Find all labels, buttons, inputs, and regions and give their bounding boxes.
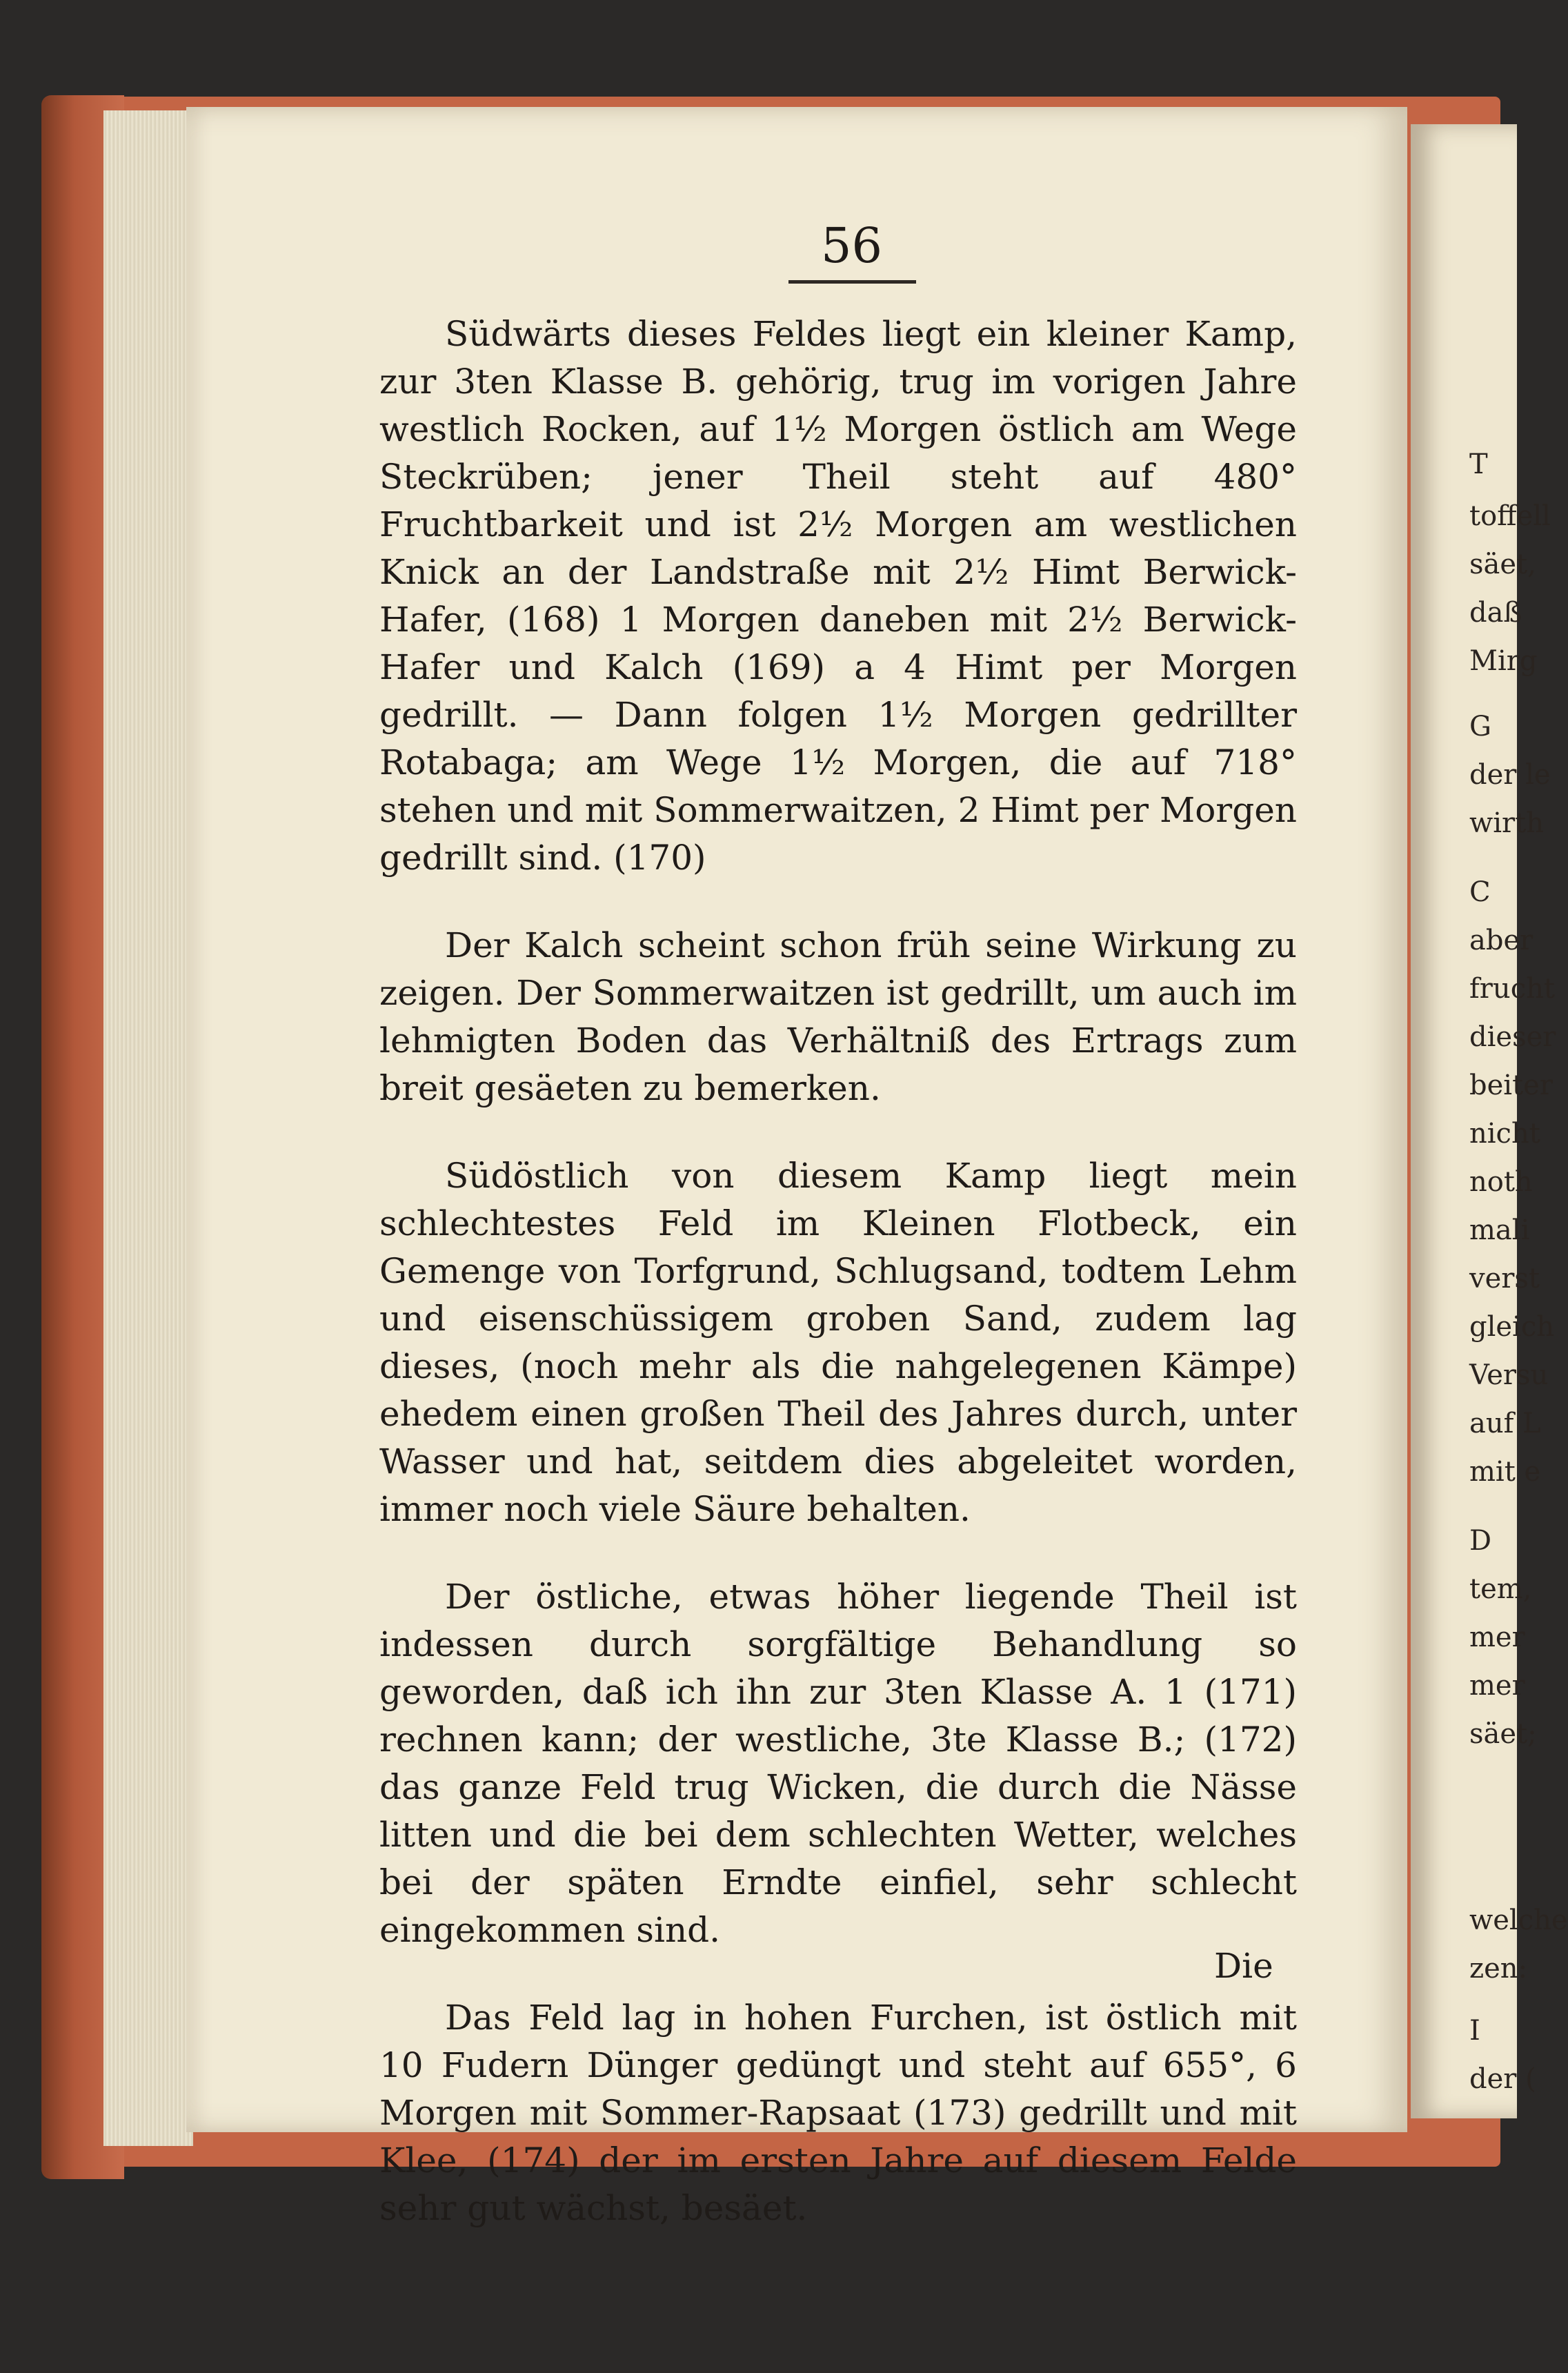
facing-page-fragment: der ( (1469, 2063, 1536, 2095)
paragraph-text: Südöstlich von diesem Kamp liegt mein schlechtestes Feld im Kleinen Flotbeck, ein Gemenge von Torfgrund, Schlugsand, todtem Lehm und eisenschüssigem groben Sand, zudem lag dieses, (noch mehr als die nahgelegenen Kämpe) ehedem einen großen Theil des Jahres durch, unter Wasser und hat, seitdem dies abgeleitet worden, immer noch viele Säure behalten. (379, 1156, 1297, 1529)
facing-page-fragment: toffell (1469, 500, 1551, 532)
facing-page-fragment: Mirg (1469, 645, 1538, 677)
facing-page-fragment: D (1469, 1525, 1492, 1557)
body-text (379, 311, 1297, 2272)
facing-page-fragment: gleich (1469, 1311, 1555, 1343)
facing-page-fragment: C (1469, 876, 1491, 908)
facing-page-fragment: mali (1469, 1214, 1530, 1246)
facing-page-fragment: beiter (1469, 1070, 1553, 1101)
facing-page-fragment: verst (1469, 1263, 1540, 1294)
facing-page-fragment: auf L (1469, 1408, 1541, 1439)
paragraph-text: Das Feld lag in hohen Furchen, ist östlich mit 10 Fudern Dünger gedüngt und steht auf 655°, 6 Morgen mit Sommer-Rapsaat (173) gedrillt und mit Klee, (174) der im ersten Jahre auf diesem Felde sehr gut wächst, besäet. (379, 1998, 1297, 2228)
facing-page-edge (1411, 124, 1568, 2118)
facing-page-fragment: welche (1469, 1904, 1568, 1936)
facing-page-fragment: T (1469, 449, 1488, 480)
facing-page-fragment: der le (1469, 759, 1551, 791)
header-rule (788, 280, 916, 284)
paragraph-text: Südwärts dieses Feldes liegt ein kleiner Kamp, zur 3ten Klasse B. gehörig, trug im vorigen Jahre westlich Rocken, auf 1½ Morgen östlich am Wege Steckrüben; jener Theil steht auf 480° Fruchtbarkeit und ist 2½ Morgen am westlichen Knick an der Landstraße mit 2½ Himt Berwick-Hafer, (168) 1 Morgen daneben mit 2½ Berwick-Hafer und Kalch (169) a 4 Himt per Morgen gedrillt. — Dann folgen 1½ Morgen gedrillter Rotabaga; am Wege 1½ Morgen, die auf 718° stehen und mit Sommerwaitzen, 2 Himt per Morgen gedrillt sind. (170) (379, 314, 1297, 878)
facing-page-fragment: nicht (1469, 1118, 1540, 1150)
facing-page-fragment: daß (1469, 597, 1522, 629)
catchword: Die (1214, 1946, 1273, 1986)
paragraph (379, 922, 1297, 1112)
facing-page-fragment: G (1469, 711, 1491, 742)
facing-page-fragment: I (1469, 2015, 1480, 2047)
page-number: 56 (821, 217, 883, 274)
facing-page-fragment: dieser (1469, 1021, 1556, 1053)
facing-page-fragment: zen: (1469, 1953, 1527, 1985)
paragraph (379, 1573, 1297, 1954)
paragraph-text: Der östliche, etwas höher liegende Theil ist indessen durch sorgfältige Behandlung so geworden, daß ich ihn zur 3ten Klasse A. 1 (171) rechnen kann; der westliche, 3te Klasse B.; (172) das ganze Feld trug Wicken, die durch die Nässe litten und die bei dem schlechten Wetter, welches bei der späten Erndte einfiel, sehr schlecht eingekommen sind. (379, 1577, 1297, 1950)
facing-page-fragment: säet; (1469, 1718, 1537, 1750)
facing-page-fragment: mer (1469, 1670, 1525, 1702)
facing-page-fragment: mer (1469, 1622, 1525, 1653)
facing-page-fragment: mit e (1469, 1456, 1541, 1488)
paragraph (379, 1152, 1297, 1533)
paragraph (379, 311, 1297, 882)
paragraph-text: Der Kalch scheint schon früh seine Wirkung zu zeigen. Der Sommerwaitzen ist gedrillt, um auch im lehmigten Boden das Verhältniß des Ertrags zum breit gesäeten zu bemerken. (379, 925, 1297, 1108)
facing-page-fragment: säet, (1469, 549, 1536, 580)
facing-page-fragment: wirth (1469, 807, 1544, 839)
facing-page-fragment: aber (1469, 925, 1534, 956)
facing-page-fragment: noth (1469, 1166, 1533, 1198)
paragraph (379, 1994, 1297, 2232)
facing-page-fragment: frucht (1469, 973, 1555, 1005)
facing-page-fragment: tem, (1469, 1573, 1532, 1605)
facing-page-fragment: Versu (1469, 1359, 1549, 1391)
page-edges (103, 110, 193, 2146)
